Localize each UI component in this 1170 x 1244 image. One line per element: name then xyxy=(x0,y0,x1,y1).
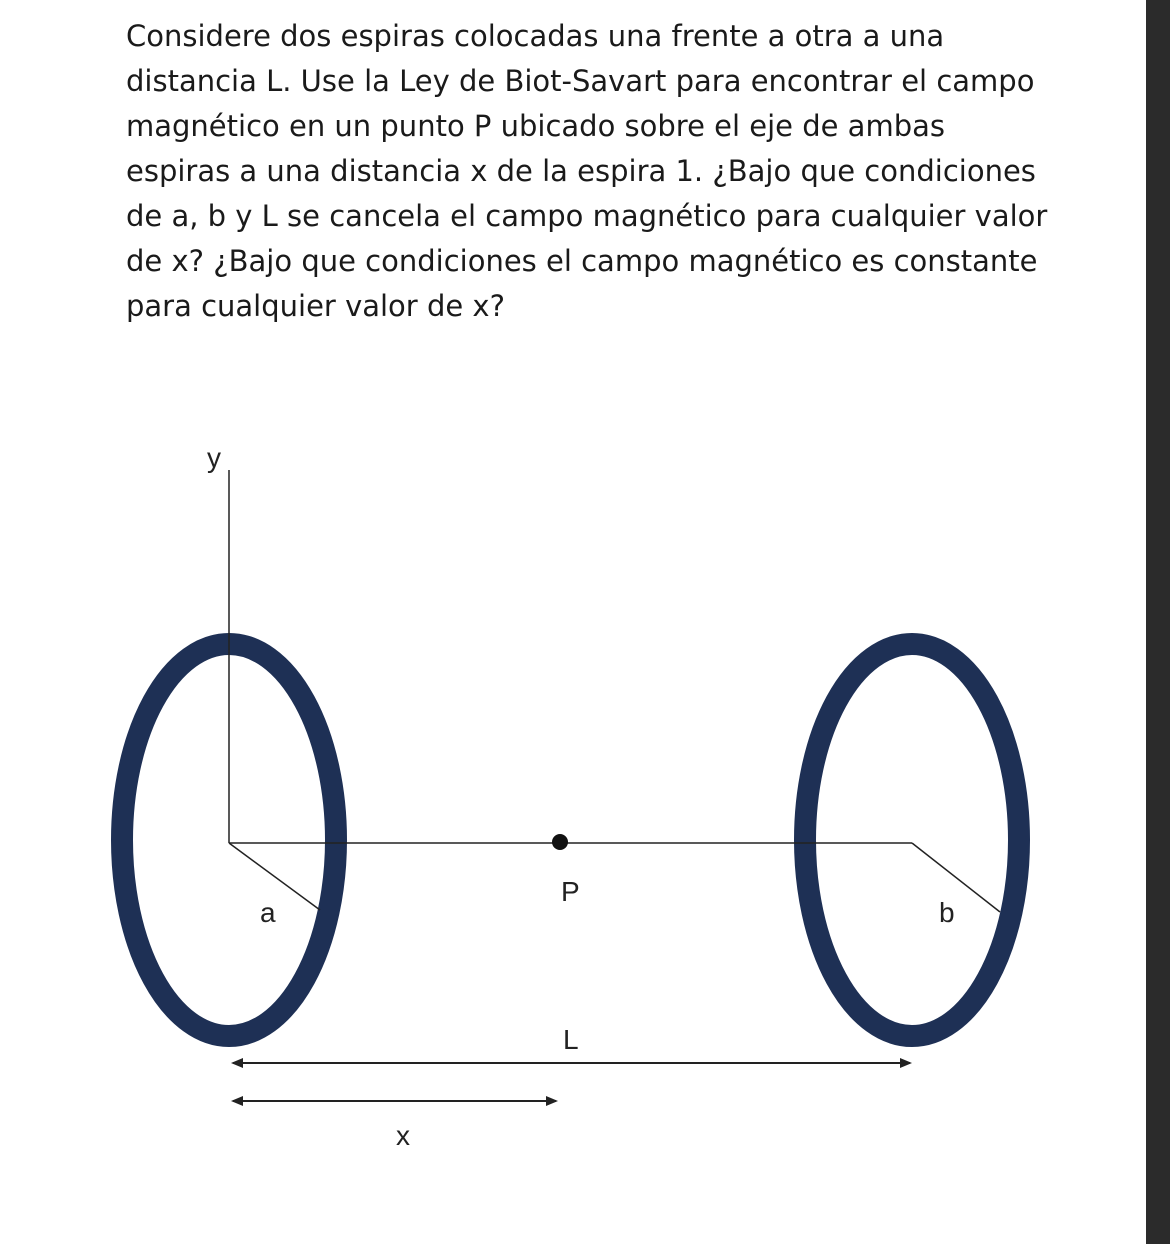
distance-x-label: x xyxy=(396,1120,410,1151)
radius-a-label: a xyxy=(260,897,276,928)
problem-statement: Considere dos espiras colocadas una frente a otra a una distancia L. Use la Ley de Biot-Savart para encontrar el campo magnético en un punto P ubicado sobre el eje de ambas espiras a una distancia x de la espira 1. ¿Bajo que condiciones de a, b y L se cancela el campo magnético para cualquier valor de x? ¿Bajo que condiciones el campo magnético es constante para cualquier valor de x? xyxy=(126,19,1048,323)
point-p-label: P xyxy=(561,876,580,907)
loop-2 xyxy=(805,644,1019,1036)
distance-l-label: L xyxy=(563,1024,579,1055)
y-axis-label: y xyxy=(207,442,221,473)
radius-b-label: b xyxy=(939,897,955,928)
point-p-dot xyxy=(552,834,568,850)
radius-b-line xyxy=(912,843,1000,912)
